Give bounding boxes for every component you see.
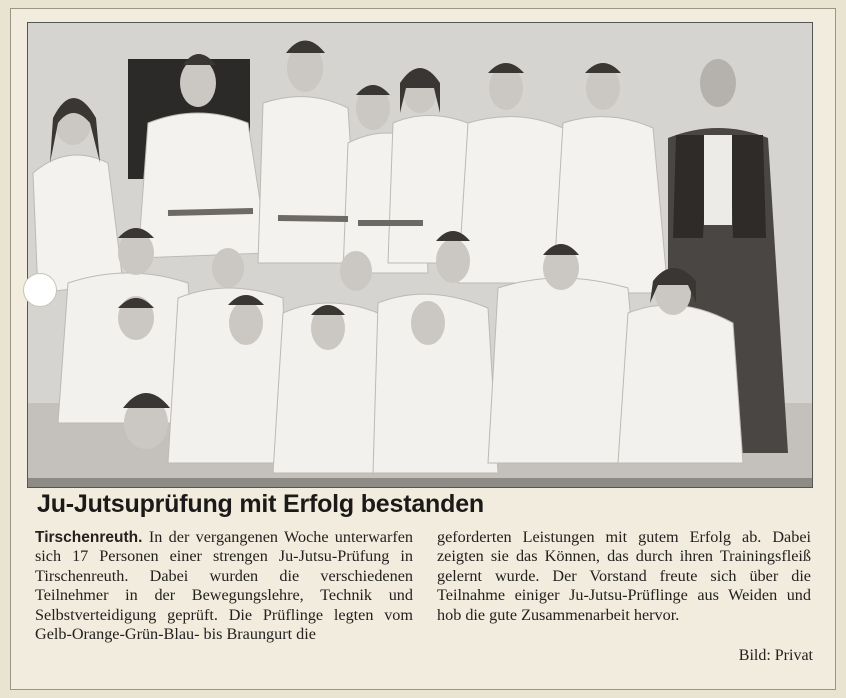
column-left-text: In der vergangenen Woche unterwarfen sich 17 Personen einer strengen Ju-Jutsu-Prüfung in Tirschenreuth. Dabei wurden die verschiedenen Teilnehmer in der Bewegungslehre, Technik und Selbstverteidigung geprüft. Die Prüflinge legten vom Gelb-Orange-Grün-Blau- bis Braungurt die [35,528,414,644]
article-column-right [437,528,811,625]
column-right-text: geforderten Leistungen mit gutem Erfolg ab. Dabei zeigten sie das Können, das durch ihren Trainingsfleiß gelernt wurde. Der Vorstand freute sich über die Teilnahme einiger Ju-Jutsu-Prüflinge aus Weiden und hob die gute Zusammenarbeit hervor. [437,528,811,624]
punch-hole [23,273,57,307]
dateline: Tirschenreuth. [35,529,149,546]
group-photo [27,22,813,488]
headline: Ju-Jutsuprüfung mit Erfolg bestanden [37,490,484,518]
article-column-left [35,528,413,644]
group-photo-drawing [28,23,813,488]
photo-credit: Bild: Privat [738,647,813,664]
